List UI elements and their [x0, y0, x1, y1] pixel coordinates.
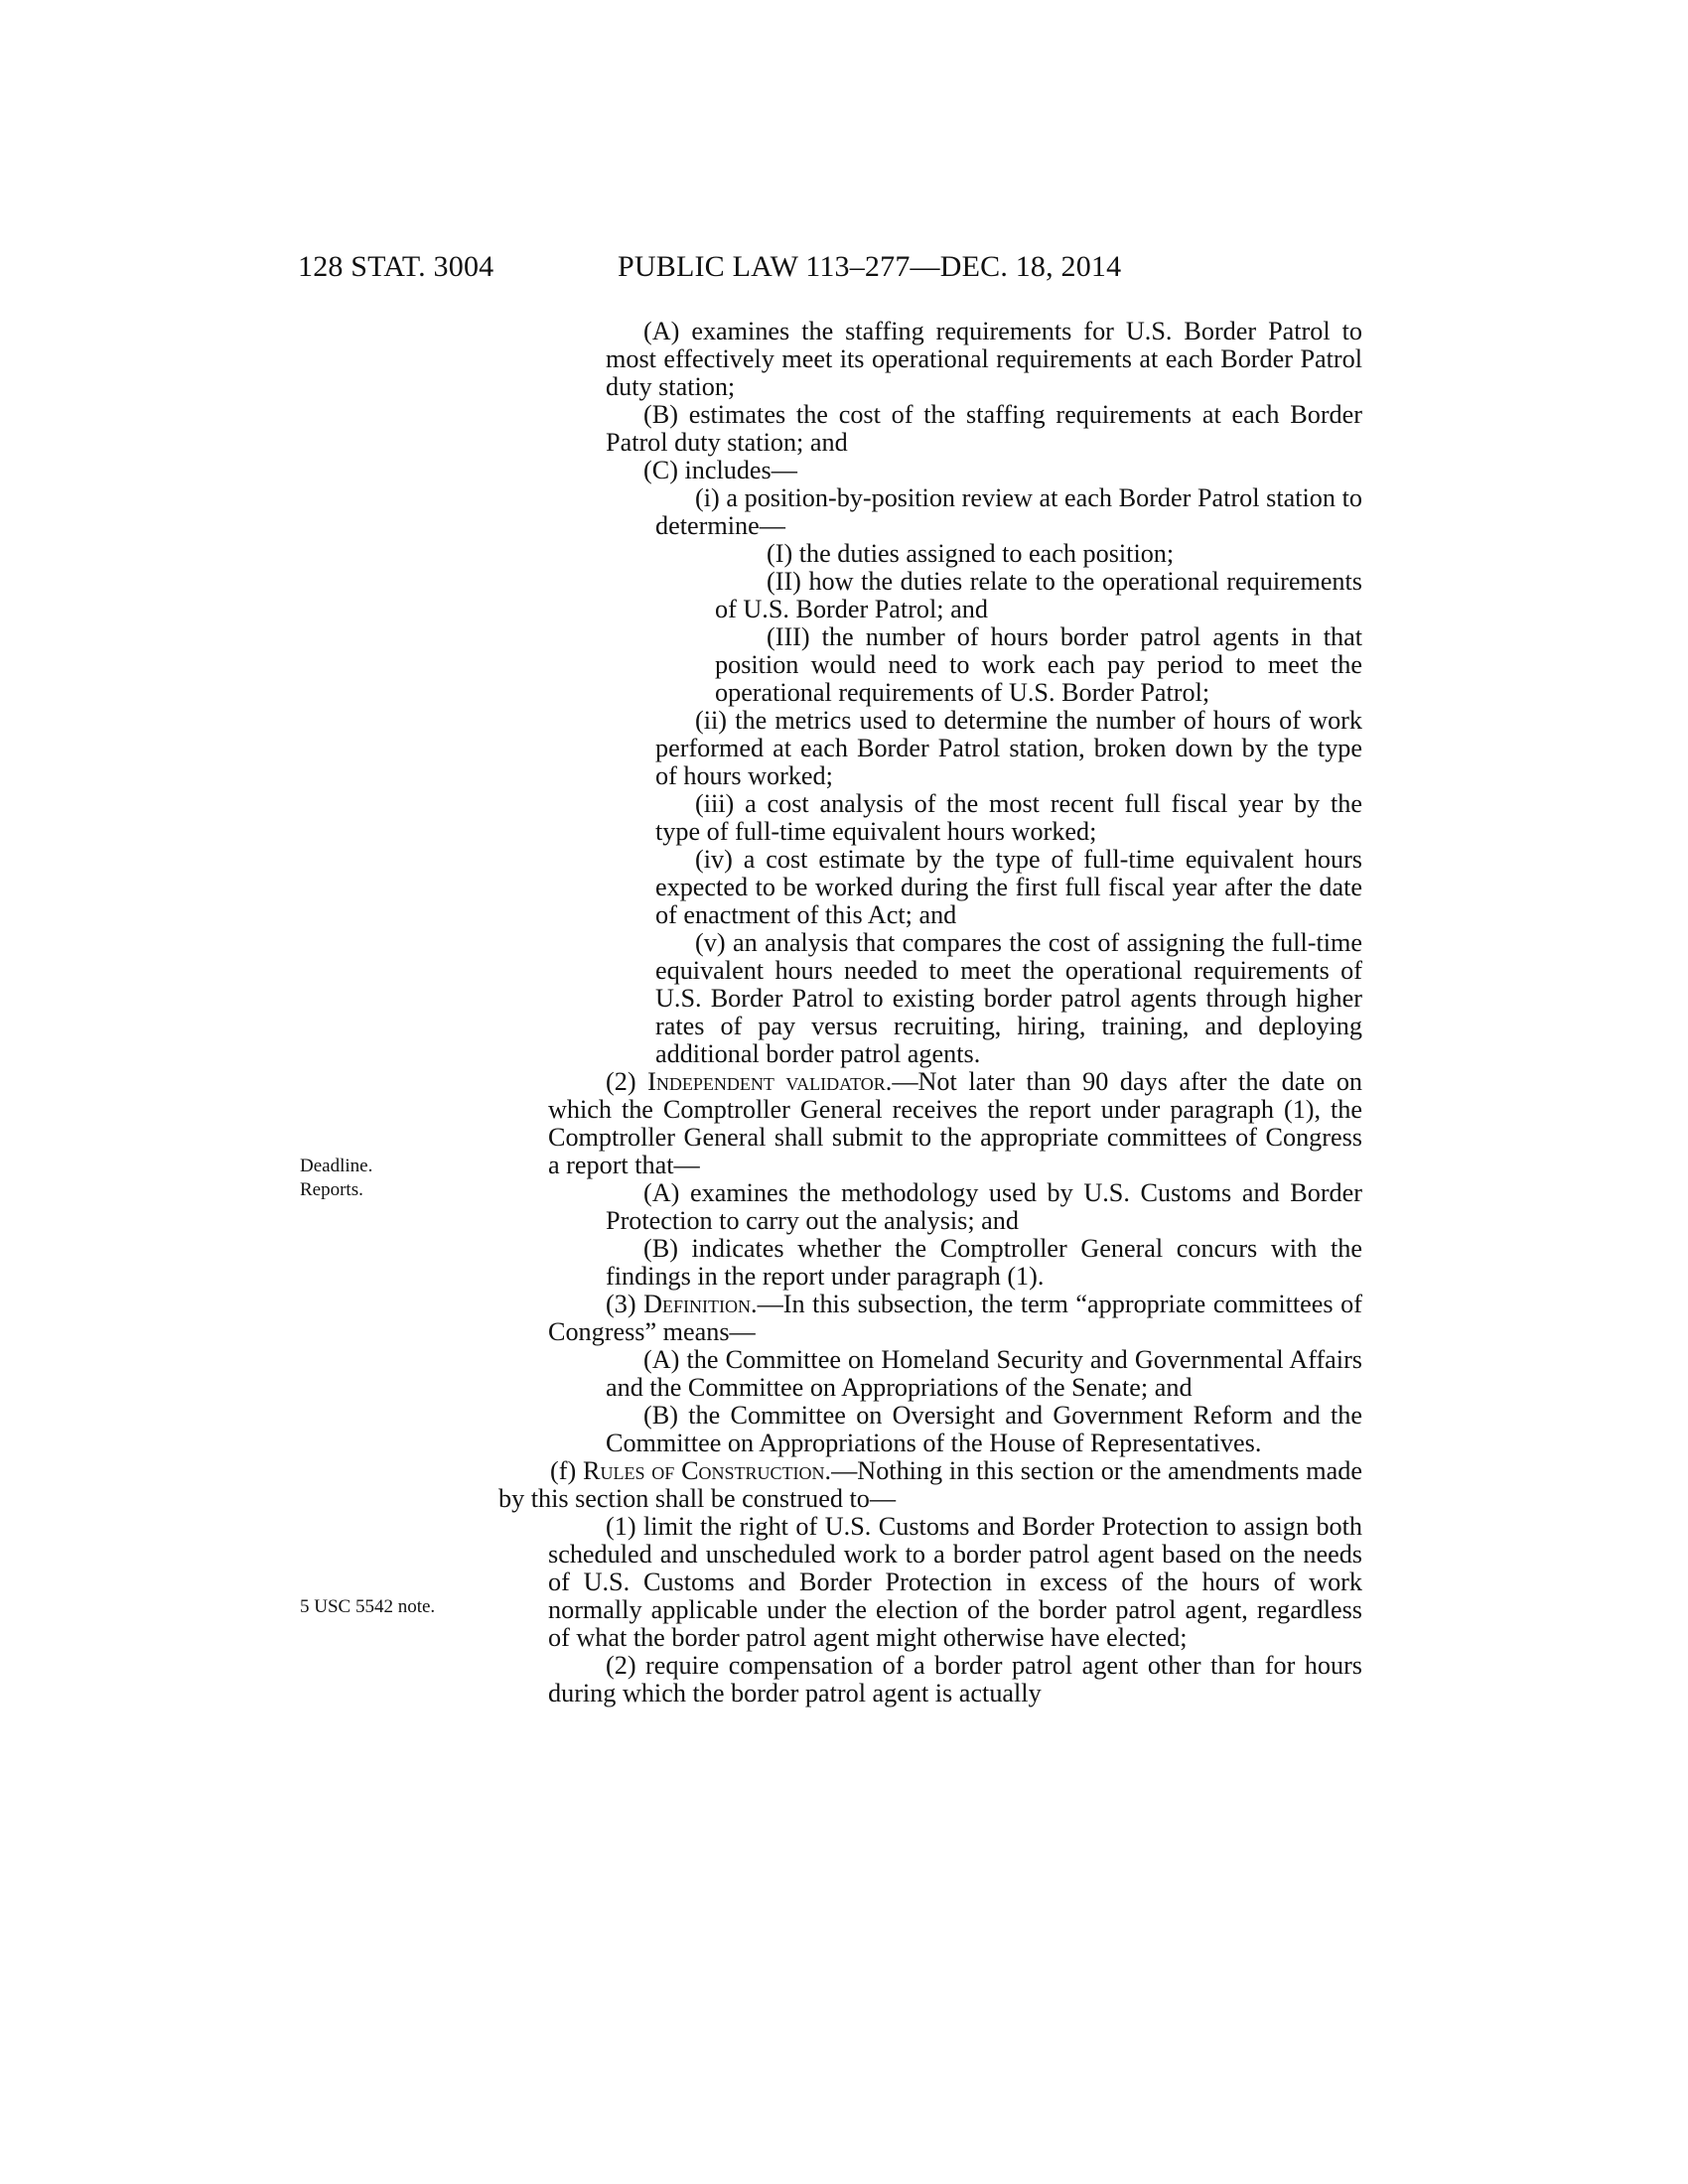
subclause-III: (III) the number of hours border patrol agents in that position would need to work each pay period to meet the operational requirements of U.S. Border Patrol; [715, 622, 1362, 707]
body-text [498, 317, 1363, 1707]
subclause-II: (II) how the duties relate to the operational requirements of U.S. Border Patrol; and [715, 567, 1362, 623]
margin-note-reports: Reports. [300, 1179, 363, 1200]
subsection-text: .—Nothing in this section or the amendments made by this section shall be construed to— [498, 1456, 1362, 1513]
paragraph-2-independent-validator [548, 1068, 1362, 1179]
running-header-title: PUBLIC LAW 113–277—DEC. 18, 2014 [618, 250, 1122, 283]
subsection-number: (f) [550, 1456, 577, 1485]
paragraph-2-require-compensation: (2) require compensation of a border patrol agent other than for hours during which the border patrol agent is actually [548, 1651, 1362, 1707]
subclause-I: (I) the duties assigned to each position; [767, 539, 1175, 568]
clause-iii: (iii) a cost analysis of the most recent full fiscal year by the type of full-time equivalent hours worked; [655, 789, 1362, 846]
paragraph-heading: Independent validator [647, 1067, 886, 1096]
margin-note-deadline: Deadline. [300, 1156, 373, 1176]
paragraph-text: .—In this subsection, the term “appropriate committees of Congress” means— [548, 1290, 1362, 1346]
paragraph-3-definition [548, 1291, 1362, 1346]
clause-i: (i) a position-by-position review at each Border Patrol station to determine— [655, 483, 1362, 540]
subsection-f-rules-of-construction [498, 1457, 1362, 1513]
subparagraph-A-senate-committees: (A) the Committee on Homeland Security and Governmental Affairs and the Committee on Appropriations of the Senate; and [606, 1345, 1362, 1402]
subparagraph-A-methodology: (A) examines the methodology used by U.S. Customs and Border Protection to carry out the analysis; and [606, 1178, 1362, 1235]
paragraph-number: (3) [606, 1290, 636, 1318]
paragraph-1-limit-right: (1) limit the right of U.S. Customs and Border Protection to assign both scheduled and unscheduled work to a border patrol agent based on the needs of U.S. Customs and Border Protection in excess of the hours of work normally applicable under the election of the border patrol agent, regardless of what the border patrol agent might otherwise have elected; [548, 1512, 1362, 1652]
margin-note-usc: 5 USC 5542 note. [300, 1596, 436, 1617]
paragraph-A-examines: (A) examines the staffing requirements for U.S. Border Patrol to most effectively meet its operational requirements at each Border Patrol duty station; [606, 317, 1362, 401]
paragraph-text: .—Not later than 90 days after the date on which the Comptroller General receives the report under paragraph (1), the Comptroller General shall submit to the appropriate committees of Congress a report that— [548, 1067, 1363, 1179]
clause-v: (v) an analysis that compares the cost of assigning the full-time equivalent hours needed to meet the operational requirements of U.S. Border Patrol to existing border patrol agents through higher rates of pay versus recruiting, hiring, training, and deploying additional border patrol agents. [655, 928, 1362, 1068]
subsection-heading: Rules of Construction [582, 1456, 825, 1485]
subparagraph-B-house-committees: (B) the Committee on Oversight and Government Reform and the Committee on Appropriations of the House of Representatives. [606, 1401, 1362, 1457]
paragraph-heading: Definition [643, 1290, 752, 1318]
clause-ii: (ii) the metrics used to determine the number of hours of work performed at each Border Patrol station, broken down by the type of hours worked; [655, 706, 1362, 790]
paragraph-B-estimates: (B) estimates the cost of the staffing requirements at each Border Patrol duty station; and [606, 400, 1362, 457]
paragraph-number: (2) [606, 1067, 636, 1096]
paragraph-C-includes: (C) includes— [643, 456, 797, 484]
statute-page-number: 128 STAT. 3004 [298, 250, 494, 283]
clause-iv: (iv) a cost estimate by the type of full-time equivalent hours expected to be worked during the first full fiscal year after the date of enactment of this Act; and [655, 845, 1362, 929]
subparagraph-B-concurs: (B) indicates whether the Comptroller General concurs with the findings in the report under paragraph (1). [606, 1234, 1362, 1291]
